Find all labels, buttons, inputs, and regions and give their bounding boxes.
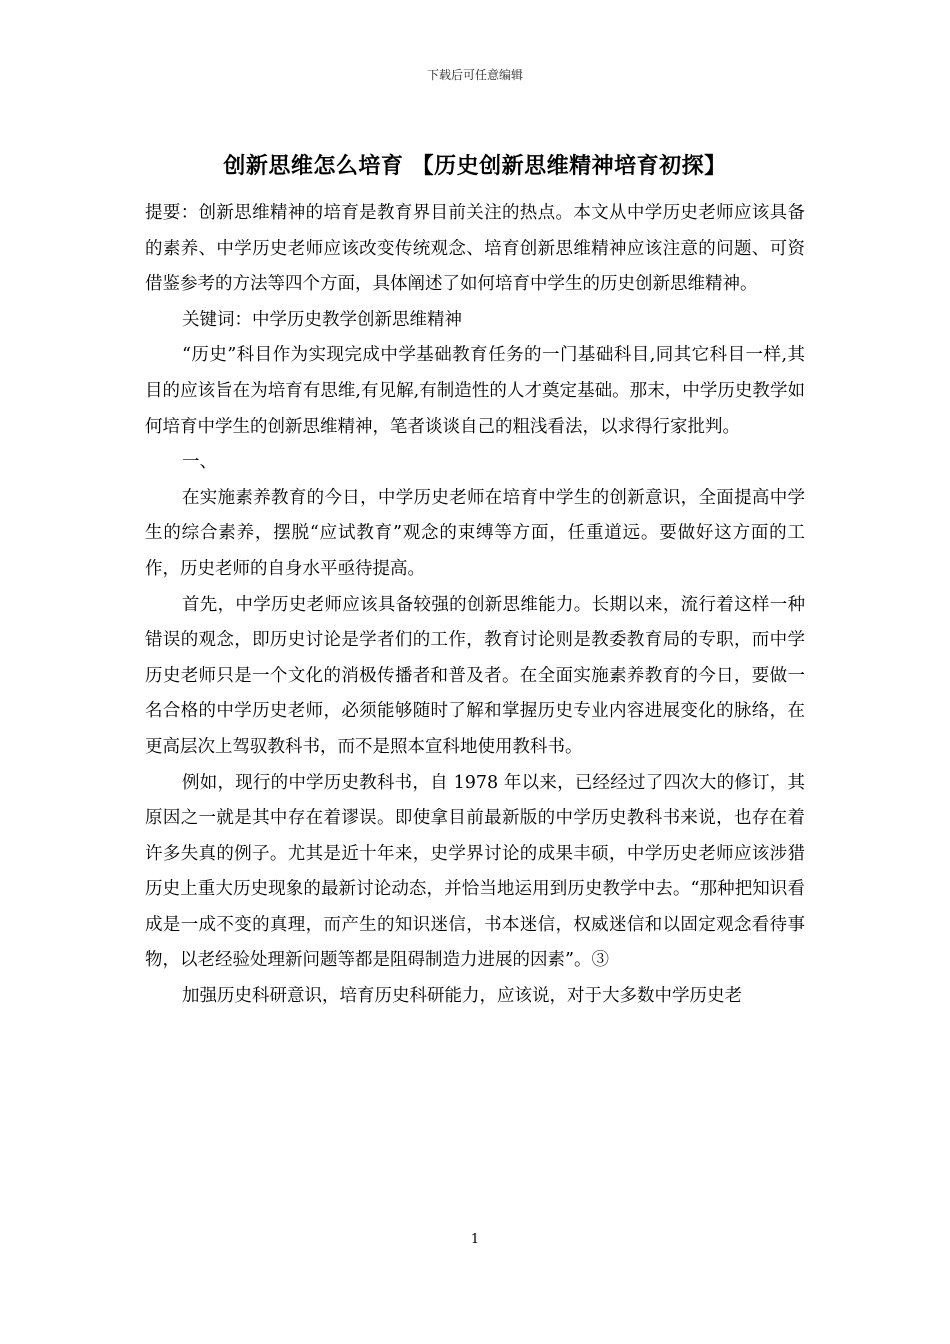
body-paragraph: 例如，现行的中学历史教科书，自 1978 年以来，已经经过了四次大的修订，其原因之一就是其中存在着谬误。即使拿目前最新版的中学历史教科书来说，也存在着许多失真的例子。尤其是近十年来，史学界讨论的成果丰硕，中学历史老师应该涉猎历史上重大历史现象的最新讨论动态，并恰当地运用到历史教学中去。“那种把知识看成是一成不变的真理，而产生的知识迷信，书本迷信，权威迷信和以固定观念看待事物，以老经验处理新问题等都是阻碍制造力进展的因素”。③ [145,772,805,971]
document-title: 创新思维怎么培育 【历史创新思维精神培育初探】 [223,153,727,179]
abstract-paragraph: 提要：创新思维精神的培育是教育界目前关注的热点。本文从中学历史老师应该具备的素养、中学历史老师应该改变传统观念、培育创新思维精神应该注意的问题、可资借鉴参考的方法等四个方面，具体阐述了如何培育中学生的历史创新思维精神。 [145,203,805,295]
body-paragraph: 首先，中学历史老师应该具备较强的创新思维能力。长期以来，流行着这样一种错误的观念，即历史讨论是学者们的工作，教育讨论则是教委教育局的专职，而中学历史老师只是一个文化的消极传播者和普及者。在全面实施素养教育的今日，要做一名合格的中学历史老师，必须能够随时了解和掌握历史专业内容进展变化的脉络，在更高层次上驾驭教科书，而不是照本宣科地使用教科书。 [145,594,805,757]
document-body [145,196,805,1015]
intro-paragraph: “历史”科目作为实现完成中学基础教育任务的一门基础科目,同其它科目一样,其目的应该旨在为培育有思维,有见解,有制造性的人才奠定基础。那末，中学历史教学如何培育中学生的创新思维精神，笔者谈谈自己的粗浅看法，以求得行家批判。 [145,345,805,437]
body-paragraph: 加强历史科研意识，培育历史科研能力，应该说，对于大多数中学历史老 [182,986,742,1007]
body-paragraph: 在实施素养教育的今日，中学历史老师在培育中学生的创新意识，全面提高中学生的综合素养，摆脱“应试教育”观念的束缚等方面，任重道远。要做好这方面的工作，历史老师的自身水平亟待提高。 [145,487,805,579]
section-heading-one: 一、 [182,452,217,473]
keywords-paragraph: 关键词：中学历史教学创新思维精神 [182,309,462,330]
page-header-note: 下载后可任意编辑 [426,68,523,82]
page-number: 1 [470,1232,480,1247]
